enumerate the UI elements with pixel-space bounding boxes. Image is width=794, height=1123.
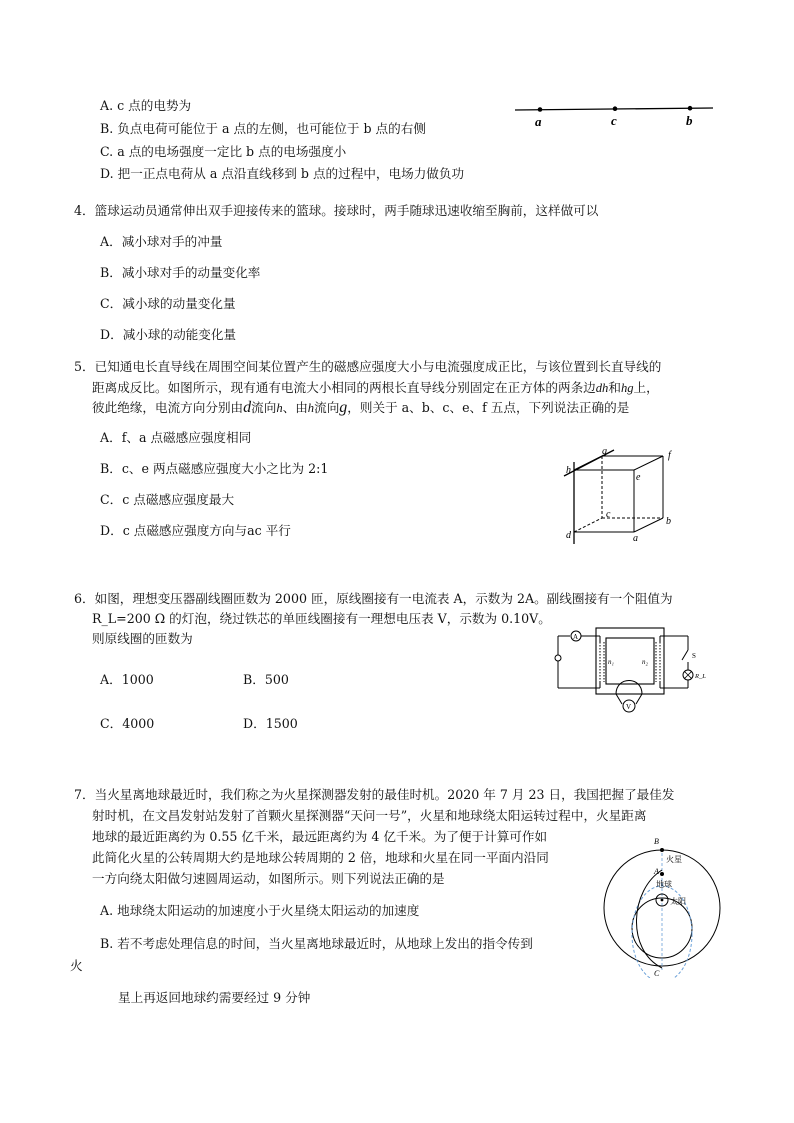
q3-option-a: A. c 点的电势为 (100, 98, 192, 113)
q6-label-ammeter: A (573, 633, 579, 641)
q3-option-c: C. a 点的电场强度一定比 b 点的电场强度小 (100, 144, 347, 159)
q7-label-c: C (654, 969, 660, 978)
q5-option-c: C．c 点磁感应强度最大 (100, 492, 235, 507)
q6-label-voltmeter: V (626, 703, 632, 711)
q7-stem-line1: 7．当火星离地球最近时，我们称之为火星探测器发射的最佳时机。2020 年 7 月 23 日，我国把握了最佳发 (74, 787, 675, 802)
q3-option-d: D. 把一正点电荷从 a 点沿直线移到 b 点的过程中，电场力做负功 (100, 166, 465, 181)
q5-label-e: e (636, 472, 641, 483)
q7-stem-line4: 此简化火星的公转周期大约是地球公转周期的 2 倍，地球和火星在同一平面内沿同 (92, 850, 549, 865)
q5-option-d: D．c 点磁感应强度方向与ac 平行 (100, 523, 291, 538)
q5-label-a: a (633, 533, 638, 544)
q7-orbit-figure (596, 830, 724, 978)
q6-label-n2: n₂ (642, 658, 648, 666)
q5-label-c: c (606, 509, 611, 520)
q6-option-d: D．1500 (243, 716, 298, 731)
q7-label-b: B (654, 837, 659, 846)
q5-stem-line3: 彼此绝缘，电流方向分别由d流向h、由h流向g，则关于 a、b、c、e、f 五点，下列说法正确的是 (92, 399, 630, 416)
q4-option-d: D．减小球的动能变化量 (100, 327, 237, 342)
q7-label-earth: 地球 (656, 880, 672, 889)
q7-option-b-wrap: 火 (70, 958, 83, 973)
q7-option-a: A. 地球绕太阳运动的加速度小于火星绕太阳运动的加速度 (100, 903, 420, 918)
q7-option-b-line2: 星上再返回地球约需要经过 9 分钟 (118, 990, 311, 1005)
q7-label-a: A (654, 867, 659, 876)
q6-stem-line3: 则原线圈的匝数为 (92, 631, 193, 646)
q5-stem-line2: 距离成反比。如图所示，现有通有电流大小相同的两根长直导线分别固定在正方体的两条边dh和hg上， (92, 380, 659, 395)
q6-option-c: C．4000 (100, 716, 155, 731)
q5-label-h: h (566, 465, 571, 476)
q3-label-c: c (611, 113, 617, 128)
q4-option-c: C．减小球的动量变化量 (100, 296, 236, 311)
q3-line-figure (510, 98, 720, 132)
q6-transformer-figure (550, 624, 710, 716)
q6-stem-line1: 6．如图，理想变压器副线圈匝数为 2000 匝，原线圈接有一电流表 A，示数为 2A。副线圈接有一个阻值为 (74, 591, 673, 606)
q5-option-b: B．c、e 两点磁感应强度大小之比为 2:1 (100, 461, 329, 476)
q7-stem-line2: 射时机，在文昌发射站发射了首颗火星探测器“天问一号”，火星和地球绕太阳运转过程中，火星距离 (92, 808, 647, 823)
q7-option-b-line1: B. 若不考虑处理信息的时间，当火星离地球最近时，从地球上发出的指令传到 (100, 936, 533, 951)
q7-stem-line3: 地球的最近距离约为 0.55 亿千米，最远距离约为 4 亿千米。为了便于计算可作如 (92, 829, 548, 844)
q3-label-b: b (686, 113, 693, 128)
q6-stem-line2: R_L=200 Ω 的灯泡，绕过铁芯的单匝线圈接有一理想电压表 V，示数为 0.10V。 (92, 611, 551, 626)
q5-stem-line1: 5．已知通电长直导线在周围空间某位置产生的磁感应强度大小与电流强度成正比，与该位置到长直导线的 (74, 359, 662, 374)
q6-option-a: A．1000 (100, 672, 154, 687)
q3-option-b: B. 负点电荷可能位于 a 点的左侧，也可能位于 b 点的右侧 (100, 121, 426, 136)
q6-label-n1: n₁ (608, 658, 614, 666)
q7-label-sun: 太阳 (670, 897, 686, 906)
q7-stem-line5: 一方向绕太阳做匀速圆周运动，如图所示。则下列说法正确的是 (92, 871, 445, 886)
q7-label-mars: 火星 (666, 855, 682, 864)
q5-label-g: g (602, 446, 607, 457)
q5-option-a: A．f、a 点磁感应强度相同 (100, 430, 252, 445)
q6-label-rl: R_L (695, 673, 706, 680)
q5-label-d: d (566, 530, 571, 541)
q4-option-b: B．减小球对手的动量变化率 (100, 265, 261, 280)
q6-option-b: B．500 (243, 672, 289, 687)
q4-option-a: A．减小球对手的冲量 (100, 234, 223, 249)
q5-cube-figure (556, 440, 686, 550)
q5-label-b: b (666, 516, 671, 527)
q3-label-a: a (535, 114, 542, 129)
q5-label-f: f (668, 450, 671, 461)
q4-stem: 4．篮球运动员通常伸出双手迎接传来的篮球。接球时，两手随球迅速收缩至胸前，这样做可以 (74, 203, 599, 218)
q6-label-switch: S (692, 652, 696, 660)
